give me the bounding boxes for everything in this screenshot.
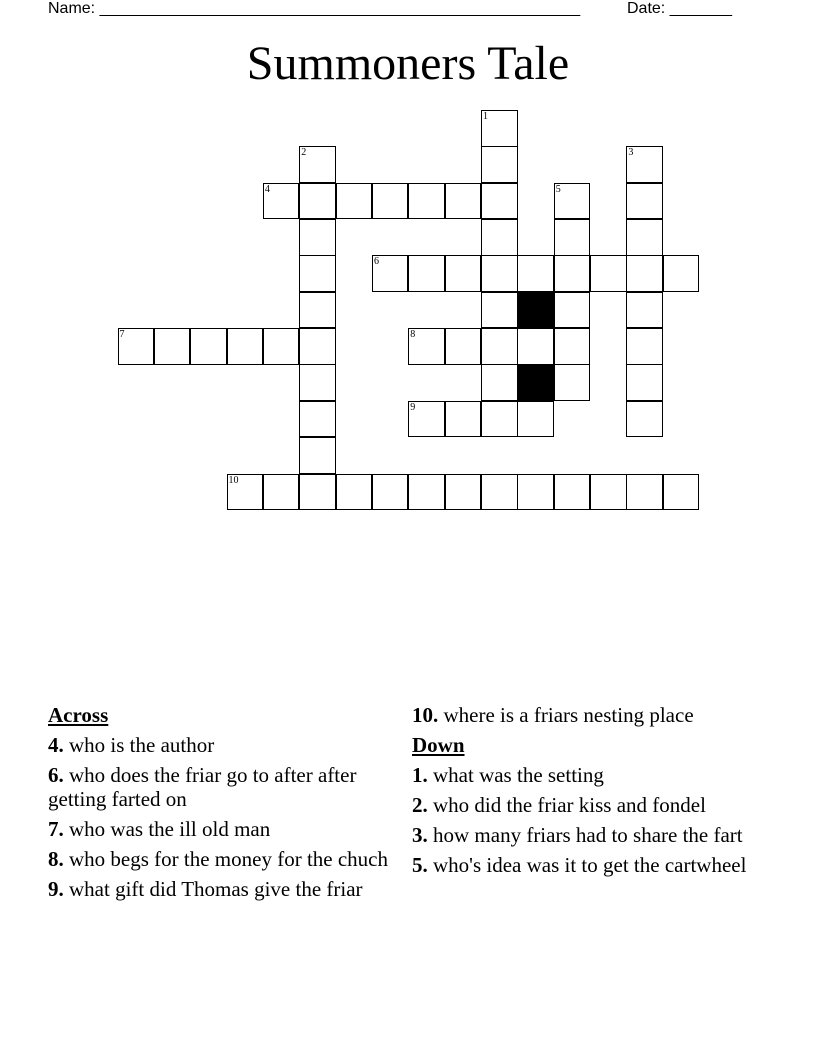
crossword-cell[interactable] xyxy=(408,255,445,292)
clue-number-label: 10 xyxy=(228,474,239,486)
crossword-cell[interactable] xyxy=(263,328,300,365)
crossword-cell[interactable] xyxy=(481,255,518,292)
crossword-cell[interactable] xyxy=(626,474,663,511)
crossword-cell[interactable] xyxy=(481,292,518,329)
clue-text: who was the ill old man xyxy=(63,817,271,841)
crossword-cell[interactable] xyxy=(299,292,336,329)
clue-text: who is the author xyxy=(63,733,215,757)
crossword-cell[interactable] xyxy=(481,146,518,183)
crossword-cell[interactable] xyxy=(481,110,518,147)
crossword-cell[interactable] xyxy=(481,219,518,256)
crossword-cell[interactable] xyxy=(554,183,591,220)
clue-across-4 xyxy=(48,733,388,757)
crossword-cell[interactable] xyxy=(554,474,591,511)
clues-column-left xyxy=(48,703,388,907)
crossword-cell[interactable] xyxy=(445,328,482,365)
clue-across-10 xyxy=(412,703,772,727)
crossword-cell[interactable] xyxy=(626,364,663,401)
clue-text: who begs for the money for the chuch xyxy=(63,847,388,871)
clue-text: who's idea was it to get the cartwheel xyxy=(427,853,747,877)
clue-number: 3. xyxy=(412,823,428,847)
crossword-cell[interactable] xyxy=(445,474,482,511)
crossword-cell[interactable] xyxy=(372,474,409,511)
crossword-cell[interactable] xyxy=(554,219,591,256)
page-title: Summoners Tale xyxy=(246,37,570,90)
clue-down-5 xyxy=(412,853,772,877)
crossword-cell[interactable] xyxy=(554,255,591,292)
clue-number: 10. xyxy=(412,703,439,727)
crossword-cell[interactable] xyxy=(517,474,554,511)
clues-column-right xyxy=(412,703,772,883)
clue-text: what was the setting xyxy=(427,763,604,787)
clue-number: 9. xyxy=(48,877,64,901)
crossword-cell[interactable] xyxy=(336,183,373,220)
crossword-cell[interactable] xyxy=(626,219,663,256)
crossword-cell[interactable] xyxy=(626,328,663,365)
crossword-cell[interactable] xyxy=(626,292,663,329)
clue-number-label: 1 xyxy=(483,111,488,122)
clue-text: who does the friar go to after after getting farted on xyxy=(48,763,357,811)
crossword-cell[interactable] xyxy=(154,328,191,365)
crossword-cell[interactable] xyxy=(299,328,336,365)
clue-number-label: 5 xyxy=(555,183,561,195)
crossword-cell[interactable] xyxy=(299,474,336,511)
date-field-label: Date: _______ xyxy=(627,0,732,17)
crossword-cell[interactable] xyxy=(481,401,518,438)
clue-across-8 xyxy=(48,847,388,871)
crossword-cell[interactable] xyxy=(590,255,627,292)
crossword-block xyxy=(517,292,554,329)
clue-text: what gift did Thomas give the friar xyxy=(63,877,363,901)
clue-number: 2. xyxy=(412,793,428,817)
clue-number-label: 9 xyxy=(410,401,416,413)
crossword-cell[interactable] xyxy=(299,364,336,401)
clue-number-label: 6 xyxy=(373,256,379,268)
crossword-cell[interactable] xyxy=(372,183,409,220)
crossword-cell[interactable] xyxy=(554,364,591,401)
crossword-cell[interactable] xyxy=(554,328,591,365)
crossword-cell[interactable] xyxy=(408,328,445,365)
crossword-cell[interactable] xyxy=(408,474,445,511)
crossword-block xyxy=(517,364,554,401)
crossword-cell[interactable] xyxy=(481,183,518,220)
crossword-cell[interactable] xyxy=(299,146,336,183)
crossword-cell[interactable] xyxy=(663,474,700,511)
clue-number: 6. xyxy=(48,763,64,787)
crossword-cell[interactable] xyxy=(554,292,591,329)
crossword-cell[interactable] xyxy=(408,401,445,438)
clue-number-label: 2 xyxy=(301,147,307,159)
crossword-cell[interactable] xyxy=(227,474,264,511)
clue-across-9 xyxy=(48,877,388,901)
clue-down-1 xyxy=(412,763,772,787)
crossword-cell[interactable] xyxy=(263,183,300,220)
clue-number: 8. xyxy=(48,847,64,871)
crossword-cell[interactable] xyxy=(299,255,336,292)
crossword-cell[interactable] xyxy=(445,183,482,220)
crossword-cell[interactable] xyxy=(445,401,482,438)
crossword-cell[interactable] xyxy=(118,328,155,365)
clue-number-label: 7 xyxy=(119,329,125,341)
down-heading: Down xyxy=(412,733,465,757)
clue-text: where is a friars nesting place xyxy=(438,703,694,727)
clue-number-label: 4 xyxy=(264,183,270,195)
crossword-cell[interactable] xyxy=(481,364,518,401)
crossword-cell[interactable] xyxy=(299,183,336,220)
crossword-cell[interactable] xyxy=(263,474,300,511)
crossword-cell[interactable] xyxy=(590,474,627,511)
clue-number: 7. xyxy=(48,817,64,841)
crossword-cell[interactable] xyxy=(517,255,554,292)
clue-across-7 xyxy=(48,817,388,841)
crossword-cell[interactable] xyxy=(445,255,482,292)
clue-number: 1. xyxy=(412,763,428,787)
crossword-cell[interactable] xyxy=(372,255,409,292)
crossword-cell[interactable] xyxy=(481,328,518,365)
clue-down-3 xyxy=(412,823,772,847)
crossword-cell[interactable] xyxy=(299,219,336,256)
crossword-cell[interactable] xyxy=(190,328,227,365)
across-heading: Across xyxy=(48,703,109,727)
clue-number: 4. xyxy=(48,733,64,757)
clue-down-2 xyxy=(412,793,772,817)
crossword-cell[interactable] xyxy=(481,474,518,511)
crossword-cell[interactable] xyxy=(663,255,700,292)
name-field-label: Name: ______________________________________________________ xyxy=(48,0,581,17)
clue-text: who did the friar kiss and fondel xyxy=(427,793,706,817)
crossword-cell[interactable] xyxy=(227,328,264,365)
clue-number-label: 3 xyxy=(628,147,634,159)
crossword-cell[interactable] xyxy=(626,183,663,220)
crossword-cell[interactable] xyxy=(299,401,336,438)
crossword-cell[interactable] xyxy=(517,328,554,365)
crossword-cell[interactable] xyxy=(626,401,663,438)
crossword-cell[interactable] xyxy=(299,437,336,474)
clue-number-label: 8 xyxy=(410,329,416,341)
clue-across-6 xyxy=(48,763,388,811)
crossword-cell[interactable] xyxy=(626,146,663,183)
crossword-cell[interactable] xyxy=(336,474,373,511)
crossword-cell[interactable] xyxy=(517,401,554,438)
clue-text: how many friars had to share the fart xyxy=(427,823,743,847)
crossword-cell[interactable] xyxy=(408,183,445,220)
clue-number: 5. xyxy=(412,853,428,877)
crossword-cell[interactable] xyxy=(626,255,663,292)
